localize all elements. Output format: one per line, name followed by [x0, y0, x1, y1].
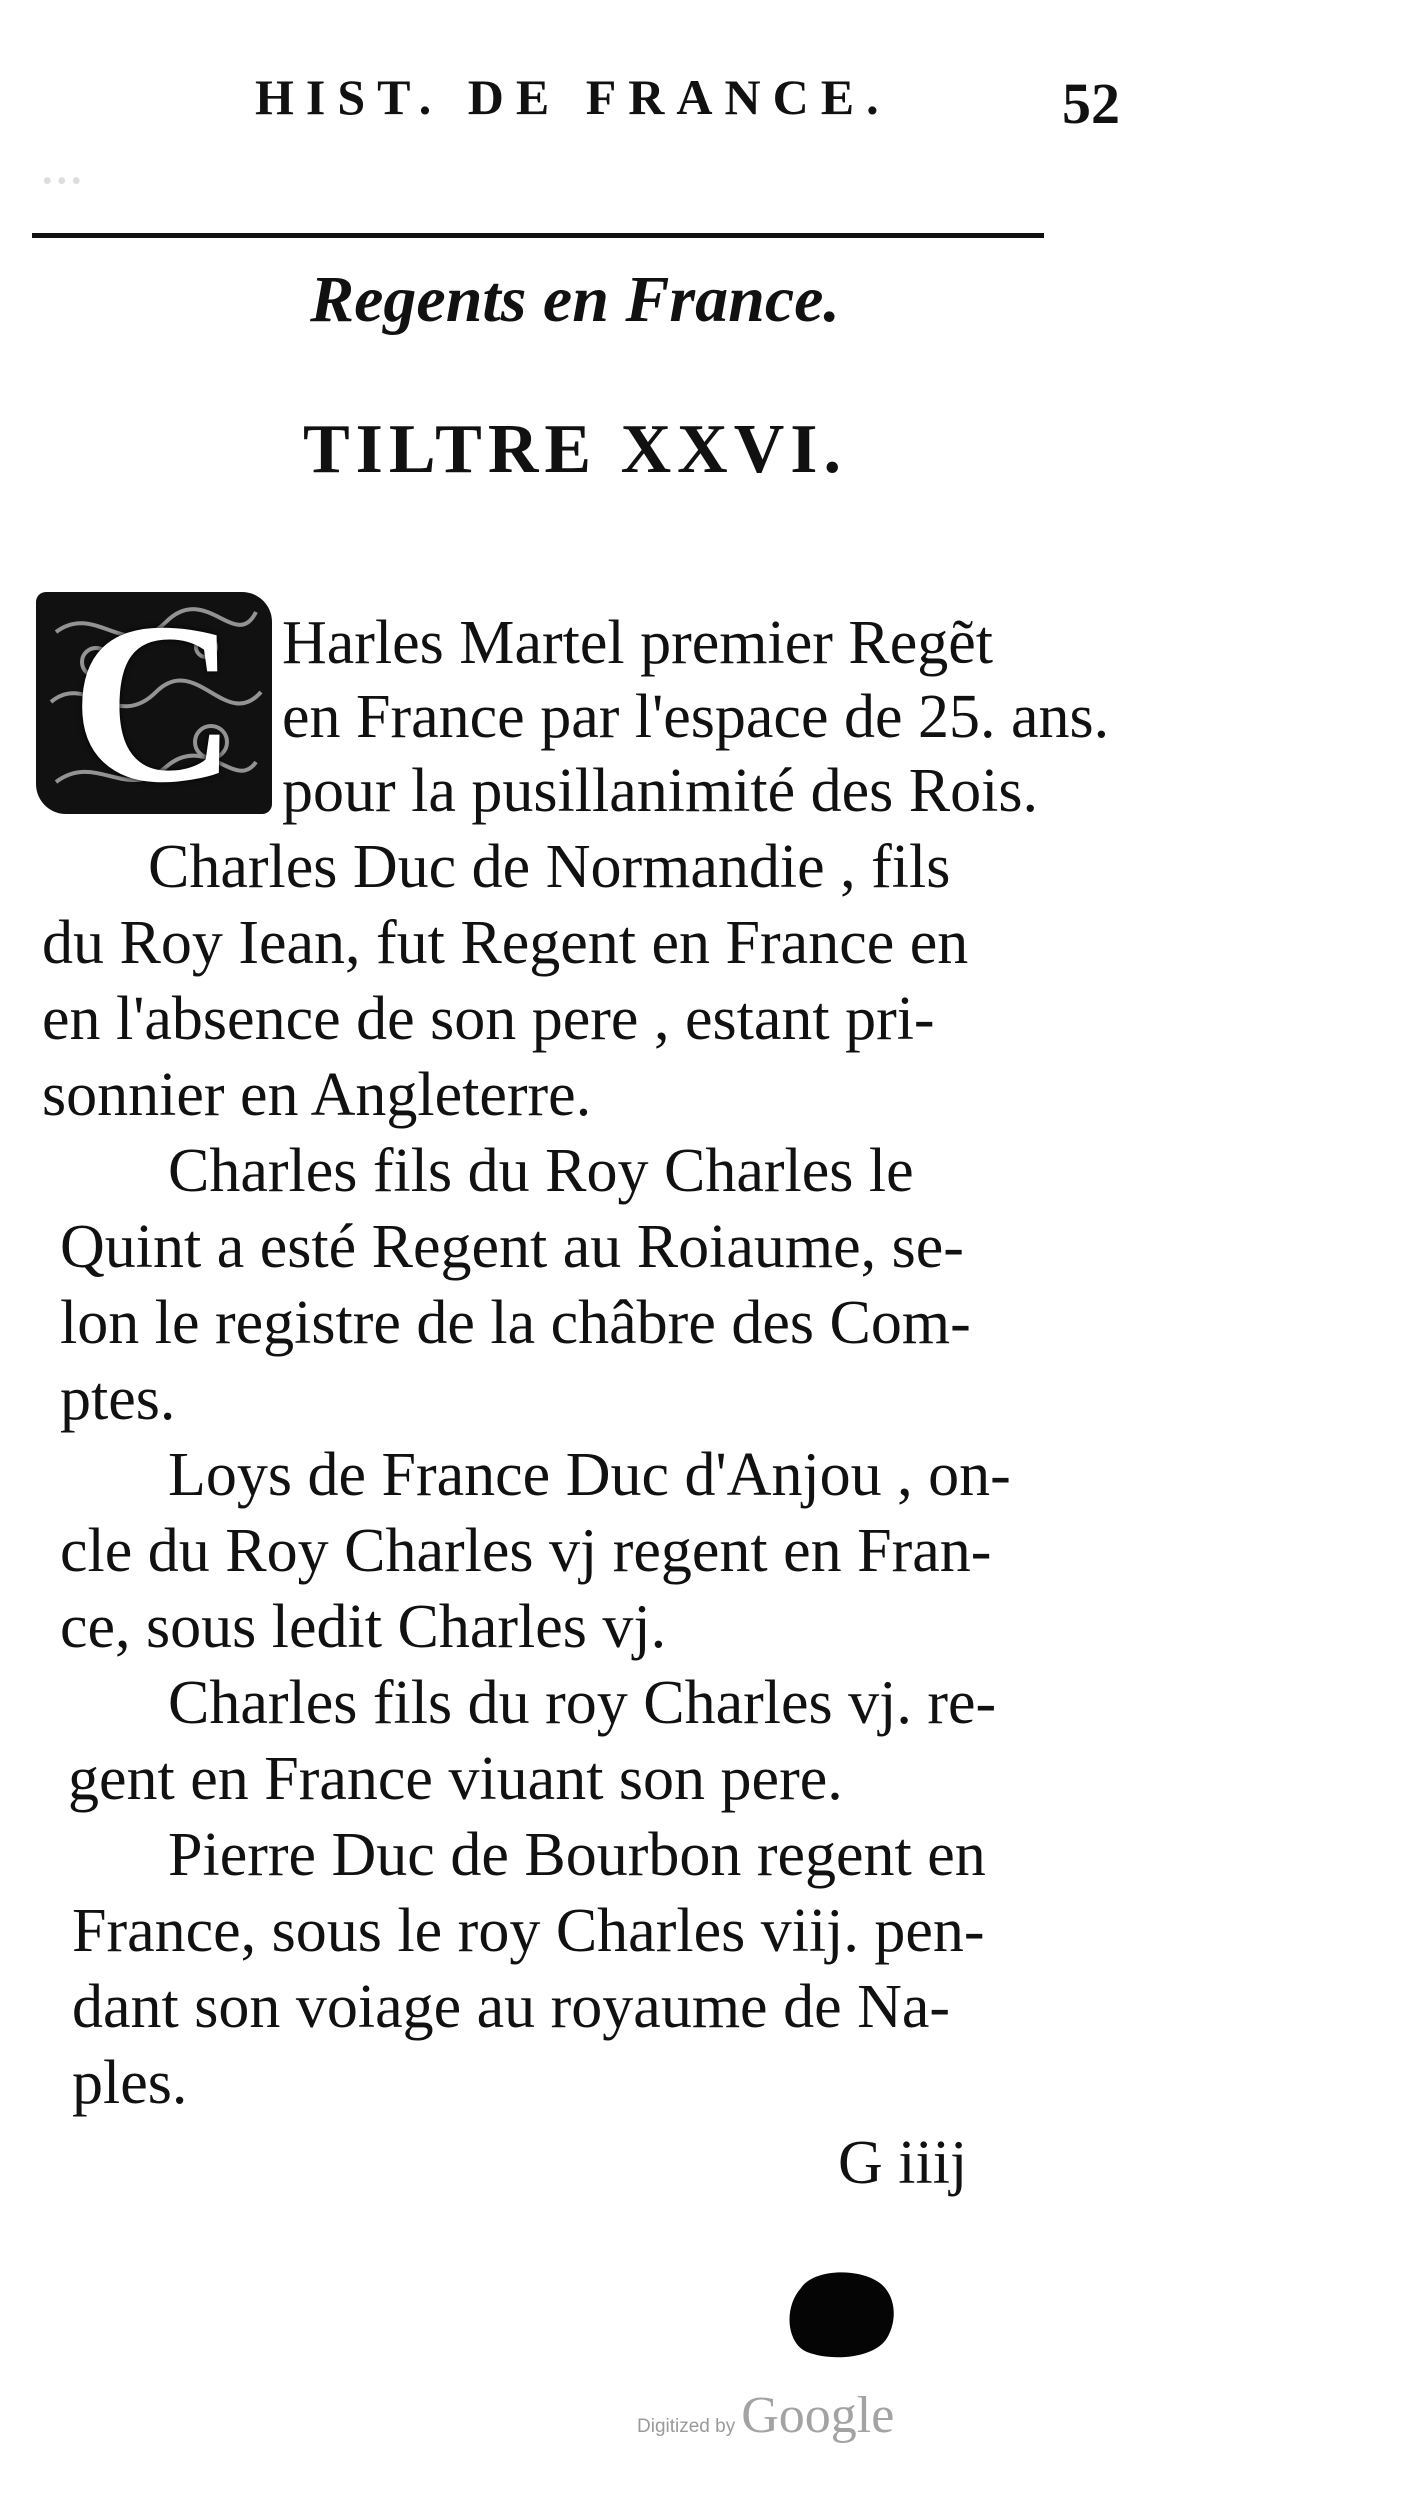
ink-blot — [783, 2268, 898, 2360]
ornamental-drop-cap — [36, 592, 272, 814]
text-line: Pierre Duc de Bourbon regent en — [168, 1821, 986, 1889]
catchword-signature: G iiij — [838, 2129, 968, 2197]
text-line: dant son voiage au royaume de Na- — [72, 1973, 951, 2041]
drop-cap-letter: C — [70, 592, 238, 814]
text-line: Harles Martel premier Regẽt — [282, 609, 993, 677]
bleed-through-text: ... — [40, 131, 84, 196]
title-label: TILTRE XXVI. — [302, 411, 848, 488]
text-line: Loys de France Duc d'Anjou , on- — [168, 1441, 1011, 1509]
text-line: pour la pusillanimité des Rois. — [282, 757, 1038, 825]
text-line: du Roy Iean, fut Regent en France en — [42, 909, 969, 977]
text-line: gent en France viuant son pere. — [68, 1745, 843, 1813]
text-line: cle du Roy Charles vj regent en Fran- — [60, 1517, 992, 1585]
text-line: lon le registre de la châbre des Com- — [60, 1289, 971, 1357]
text-line: en l'absence de son pere , estant pri- — [42, 985, 935, 1053]
digitized-watermark — [637, 2386, 894, 2445]
text-line: Quint a esté Regent au Roiaume, se- — [60, 1213, 964, 1281]
text-line: Charles fils du Roy Charles le — [168, 1137, 914, 1205]
text-line: ples. — [72, 2049, 188, 2117]
running-header: HIST. DE FRANCE. — [255, 69, 891, 125]
google-logo: Google — [741, 2387, 895, 2444]
page-number: 52 — [1062, 71, 1120, 136]
text-line: Charles Duc de Normandie , fils — [148, 833, 951, 901]
text-line: France, sous le roy Charles viij. pen- — [72, 1897, 985, 1965]
text-line: ce, sous ledit Charles vj. — [60, 1593, 667, 1661]
text-line: en France par l'espace de 25. ans. — [282, 683, 1110, 751]
text-line: Charles fils du roy Charles vj. re- — [168, 1669, 997, 1737]
section-heading: Regents en France. — [310, 263, 840, 336]
header-rule — [32, 233, 1044, 238]
text-line: sonnier en Angleterre. — [42, 1061, 592, 1129]
digitized-by-label: Digitized by — [637, 2416, 736, 2437]
text-line: ptes. — [60, 1365, 176, 1433]
